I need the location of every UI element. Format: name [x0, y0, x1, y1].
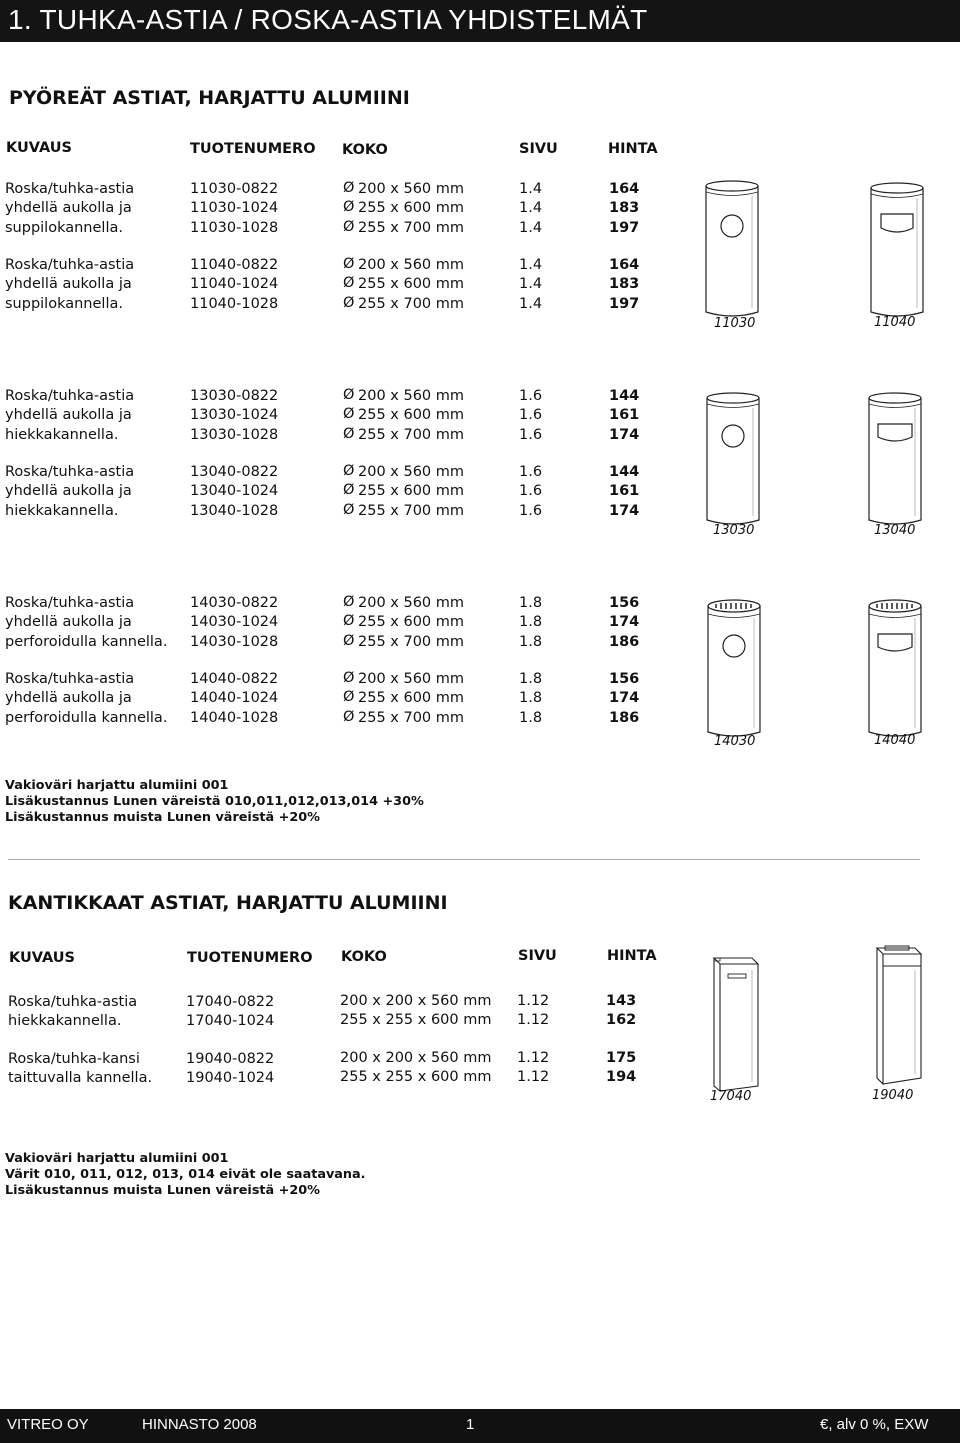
- catalog-page: 1.8: [519, 690, 543, 707]
- product-size: 200 x 560 mm: [358, 464, 465, 480]
- product-price: 143: [606, 993, 637, 1009]
- product-description-line: perforoidulla kannella.: [5, 709, 168, 726]
- image-caption-11030: 11030: [714, 316, 756, 331]
- note-standard-color: Vakioväri harjattu alumiini 001: [5, 1151, 229, 1166]
- catalog-page: 1.8: [519, 614, 543, 631]
- bin-illustration-14030: [704, 598, 764, 740]
- bin-illustration-14040: [865, 598, 925, 740]
- product-size: 200 x 560 mm: [358, 257, 465, 273]
- bin-illustration-19040: [867, 938, 927, 1086]
- product-description-line: hiekkakannella.: [5, 426, 119, 443]
- product-size: 200 x 560 mm: [358, 671, 465, 687]
- catalog-page: 1.4: [519, 181, 543, 197]
- footer-page-number: 1: [466, 1416, 475, 1433]
- catalog-page: 1.8: [519, 595, 543, 611]
- catalog-page: 1.6: [519, 464, 543, 480]
- note-standard-color: Vakioväri harjattu alumiini 001: [5, 778, 229, 793]
- product-price: 174: [609, 614, 640, 631]
- column-header-description: KUVAUS: [9, 950, 75, 966]
- product-number: 14030-1024: [190, 614, 279, 631]
- column-header-product-number: TUOTENUMERO: [190, 141, 316, 157]
- product-size: 255 x 600 mm: [358, 614, 465, 631]
- diameter-symbol: Ø: [343, 613, 355, 630]
- product-number: 14040-0822: [190, 671, 279, 687]
- product-size: 255 x 600 mm: [358, 200, 465, 217]
- product-number: 19040-0822: [186, 1051, 275, 1067]
- diameter-symbol: Ø: [343, 501, 355, 518]
- product-size: 255 x 700 mm: [358, 426, 465, 443]
- product-description-line: hiekkakannella.: [8, 1013, 122, 1030]
- diameter-symbol: Ø: [343, 275, 355, 292]
- product-price: 174: [609, 690, 640, 707]
- catalog-page: 1.8: [519, 633, 543, 650]
- product-size: 255 x 600 mm: [358, 407, 465, 424]
- diameter-symbol: Ø: [343, 425, 355, 442]
- catalog-page: 1.8: [519, 709, 543, 726]
- product-price: 197: [609, 295, 640, 312]
- product-description-line: Roska/tuhka-astia: [5, 257, 135, 273]
- product-size: 255 x 700 mm: [358, 709, 465, 726]
- product-description-line: Roska/tuhka-astia: [8, 994, 138, 1010]
- product-size: 255 x 255 x 600 mm: [340, 1069, 492, 1086]
- product-description-line: suppilokannella.: [5, 295, 123, 312]
- diameter-symbol: Ø: [343, 482, 355, 499]
- product-number: 11030-0822: [190, 181, 279, 197]
- catalog-page: 1.6: [519, 502, 543, 519]
- product-number: 13030-1024: [190, 407, 279, 424]
- product-size: 200 x 200 x 560 mm: [340, 1050, 492, 1066]
- catalog-page: 1.4: [519, 257, 543, 273]
- column-header-page: SIVU: [519, 141, 558, 157]
- product-size: 255 x 700 mm: [358, 502, 465, 519]
- product-price: 161: [609, 483, 640, 500]
- product-price: 194: [606, 1069, 637, 1086]
- image-caption-14040: 14040: [874, 733, 916, 748]
- product-description-line: yhdellä aukolla ja: [5, 483, 132, 500]
- product-number: 19040-1024: [186, 1070, 275, 1087]
- footer-company: VITREO OY: [7, 1416, 89, 1433]
- column-header-product-number: TUOTENUMERO: [187, 950, 313, 966]
- catalog-page: 1.6: [519, 483, 543, 500]
- product-number: 13030-1028: [190, 426, 279, 443]
- image-caption-14030: 14030: [714, 734, 756, 749]
- column-header-description: KUVAUS: [6, 140, 72, 156]
- product-number: 14030-0822: [190, 595, 279, 611]
- product-number: 11030-1028: [190, 219, 279, 236]
- product-price: 174: [609, 426, 640, 443]
- product-description-line: yhdellä aukolla ja: [5, 690, 132, 707]
- product-price: 197: [609, 219, 640, 236]
- product-description-line: Roska/tuhka-kansi: [8, 1051, 140, 1067]
- product-price: 175: [606, 1050, 637, 1066]
- image-caption-13030: 13030: [713, 523, 755, 538]
- catalog-page: 1.6: [519, 426, 543, 443]
- column-header-size: KOKO: [341, 949, 387, 965]
- catalog-page: 1.4: [519, 276, 543, 293]
- column-header-size: KOKO: [342, 142, 388, 158]
- product-description-line: Roska/tuhka-astia: [5, 388, 135, 404]
- image-caption-11040: 11040: [874, 315, 916, 330]
- product-size: 200 x 560 mm: [358, 595, 465, 611]
- catalog-page: 1.4: [519, 295, 543, 312]
- catalog-page: 1.12: [517, 1050, 550, 1066]
- product-size: 200 x 560 mm: [358, 388, 465, 404]
- product-price: 162: [606, 1012, 637, 1029]
- product-description-line: Roska/tuhka-astia: [5, 181, 135, 197]
- product-number: 11030-1024: [190, 200, 279, 217]
- column-header-price: HINTA: [608, 141, 658, 157]
- footer-currency: €, alv 0 %, EXW: [820, 1416, 929, 1433]
- product-description-line: Roska/tuhka-astia: [5, 595, 135, 611]
- diameter-symbol: Ø: [343, 218, 355, 235]
- product-number: 11040-0822: [190, 257, 279, 273]
- image-caption-19040: 19040: [872, 1088, 914, 1103]
- product-price: 156: [609, 595, 640, 611]
- diameter-symbol: Ø: [343, 387, 355, 403]
- product-description-line: yhdellä aukolla ja: [5, 407, 132, 424]
- section-title-round: PYÖREÄT ASTIAT, HARJATTU ALUMIINI: [9, 87, 410, 109]
- product-description-line: hiekkakannella.: [5, 502, 119, 519]
- diameter-symbol: Ø: [343, 708, 355, 725]
- catalog-page: 1.12: [517, 993, 550, 1009]
- diameter-symbol: Ø: [343, 199, 355, 216]
- product-size: 255 x 700 mm: [358, 219, 465, 236]
- note-extra-cost-lunen: Lisäkustannus Lunen väreistä 010,011,012,013,014 +30%: [5, 794, 424, 809]
- image-caption-13040: 13040: [874, 523, 916, 538]
- product-description-line: suppilokannella.: [5, 219, 123, 236]
- diameter-symbol: Ø: [343, 294, 355, 311]
- diameter-symbol: Ø: [343, 670, 355, 686]
- product-number: 17040-0822: [186, 994, 275, 1010]
- product-price: 144: [609, 464, 640, 480]
- product-description-line: perforoidulla kannella.: [5, 633, 168, 650]
- product-price: 156: [609, 671, 640, 687]
- catalog-page: 1.6: [519, 407, 543, 424]
- product-size: 200 x 560 mm: [358, 181, 465, 197]
- product-number: 11040-1024: [190, 276, 279, 293]
- section-divider: [8, 859, 920, 860]
- product-price: 183: [609, 200, 640, 217]
- catalog-page: 1.4: [519, 200, 543, 217]
- product-price: 183: [609, 276, 640, 293]
- bin-illustration-13030: [703, 390, 763, 530]
- product-size: 255 x 700 mm: [358, 295, 465, 312]
- product-price: 174: [609, 502, 640, 519]
- bin-illustration-17040: [704, 946, 764, 1092]
- section-title-square: KANTIKKAAT ASTIAT, HARJATTU ALUMIINI: [8, 892, 448, 914]
- diameter-symbol: Ø: [343, 256, 355, 272]
- product-description-line: yhdellä aukolla ja: [5, 276, 132, 293]
- product-size: 255 x 600 mm: [358, 483, 465, 500]
- product-number: 17040-1024: [186, 1013, 275, 1030]
- product-description-line: yhdellä aukolla ja: [5, 614, 132, 631]
- product-number: 13040-1028: [190, 502, 279, 519]
- diameter-symbol: Ø: [343, 594, 355, 610]
- product-number: 11040-1028: [190, 295, 279, 312]
- diameter-symbol: Ø: [343, 463, 355, 479]
- product-number: 14040-1028: [190, 709, 279, 726]
- product-price: 164: [609, 181, 640, 197]
- page-title: 1. TUHKA-ASTIA / ROSKA-ASTIA YHDISTELMÄT: [8, 4, 648, 35]
- footer-catalog: HINNASTO 2008: [142, 1416, 257, 1433]
- product-number: 13040-1024: [190, 483, 279, 500]
- product-price: 144: [609, 388, 640, 404]
- bin-illustration-13040: [865, 390, 925, 530]
- product-number: 13040-0822: [190, 464, 279, 480]
- product-size: 255 x 255 x 600 mm: [340, 1012, 492, 1029]
- product-size: 255 x 700 mm: [358, 633, 465, 650]
- product-number: 14040-1024: [190, 690, 279, 707]
- diameter-symbol: Ø: [343, 180, 355, 196]
- product-description-line: Roska/tuhka-astia: [5, 671, 135, 687]
- bin-illustration-11040: [867, 180, 927, 320]
- product-description-line: yhdellä aukolla ja: [5, 200, 132, 217]
- product-description-line: Roska/tuhka-astia: [5, 464, 135, 480]
- note-extra-cost-other: Lisäkustannus muista Lunen väreistä +20%: [5, 810, 320, 825]
- column-header-price: HINTA: [607, 948, 657, 964]
- note-extra-cost-other: Lisäkustannus muista Lunen väreistä +20%: [5, 1183, 320, 1198]
- catalog-page: 1.4: [519, 219, 543, 236]
- bin-illustration-11030: [702, 178, 762, 320]
- catalog-page: 1.8: [519, 671, 543, 687]
- catalog-page: 1.12: [517, 1012, 550, 1029]
- column-header-page: SIVU: [518, 948, 557, 964]
- product-size: 255 x 600 mm: [358, 690, 465, 707]
- product-size: 200 x 200 x 560 mm: [340, 993, 492, 1009]
- product-price: 164: [609, 257, 640, 273]
- product-number: 13030-0822: [190, 388, 279, 404]
- product-size: 255 x 600 mm: [358, 276, 465, 293]
- catalog-page: 1.12: [517, 1069, 550, 1086]
- image-caption-17040: 17040: [710, 1089, 752, 1104]
- product-price: 186: [609, 709, 640, 726]
- note-colors-unavailable: Värit 010, 011, 012, 013, 014 eivät ole saatavana.: [5, 1167, 366, 1182]
- diameter-symbol: Ø: [343, 632, 355, 649]
- product-number: 14030-1028: [190, 633, 279, 650]
- product-description-line: taittuvalla kannella.: [8, 1070, 153, 1087]
- catalog-page: 1.6: [519, 388, 543, 404]
- diameter-symbol: Ø: [343, 406, 355, 423]
- diameter-symbol: Ø: [343, 689, 355, 706]
- product-price: 186: [609, 633, 640, 650]
- product-price: 161: [609, 407, 640, 424]
